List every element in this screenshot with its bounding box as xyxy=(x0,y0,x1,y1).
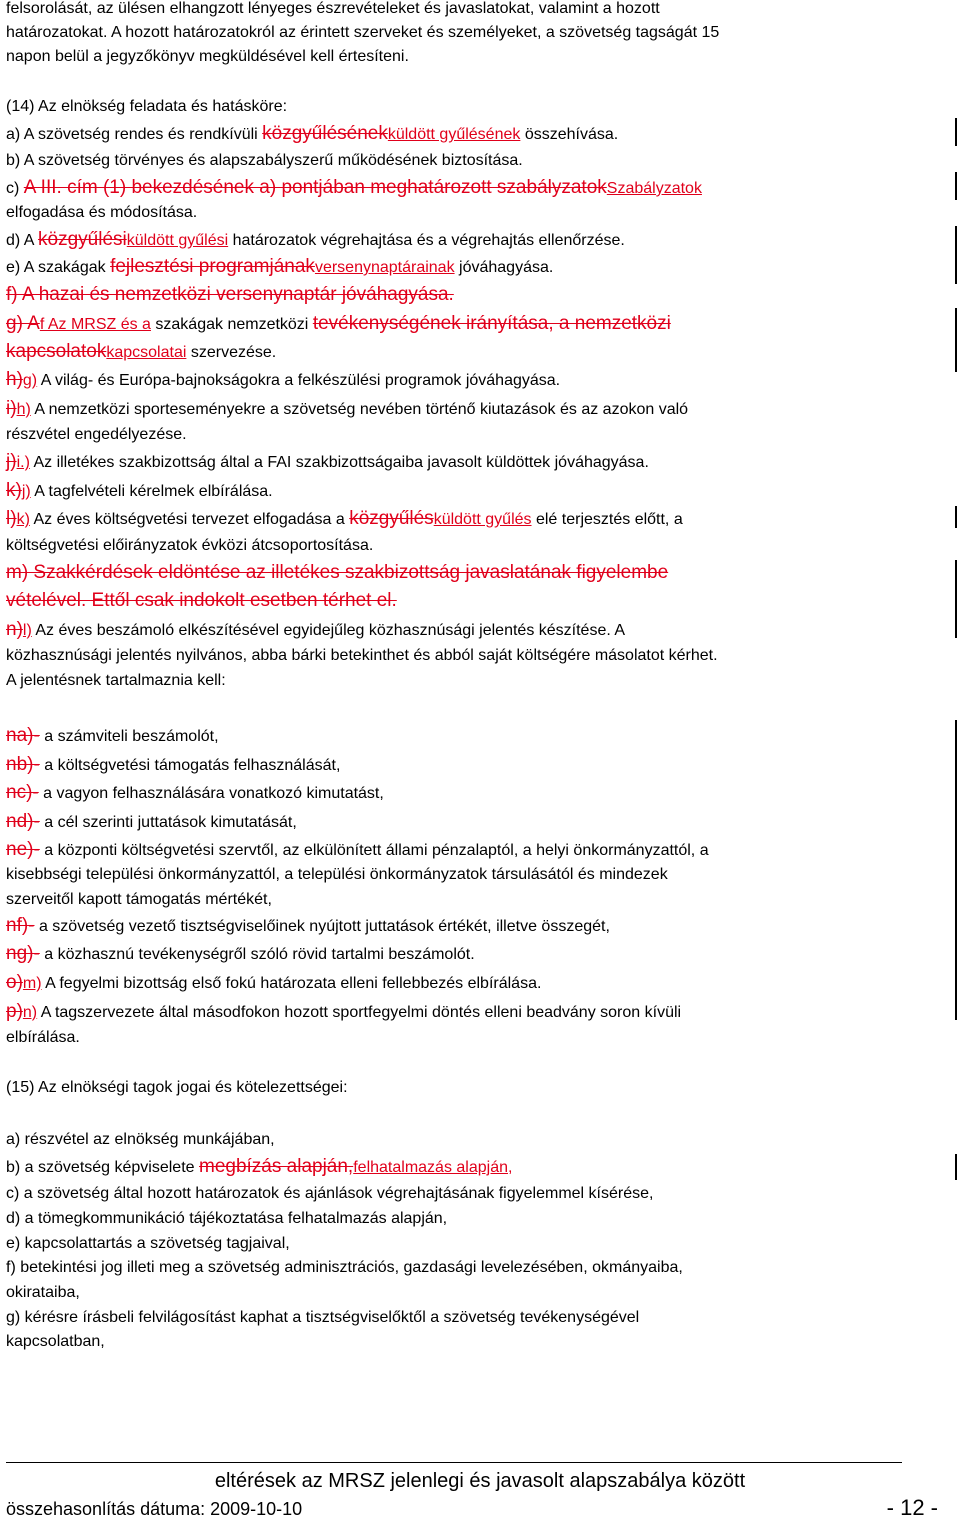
text-line xyxy=(6,123,618,146)
inserted-text: h) xyxy=(16,401,31,418)
inserted-text: küldött gyűlési xyxy=(126,232,229,249)
body-text: felsorolását, az ülésen elhangzott lényeges észrevételeket és javaslatokat, valamint a hozott xyxy=(6,0,660,17)
body-text: szervezése. xyxy=(186,344,277,361)
text-line xyxy=(6,1331,105,1353)
change-bar xyxy=(955,172,957,200)
body-text: e) kapcsolattartás a szövetség tagjaival, xyxy=(6,1235,290,1252)
body-text: a számviteli beszámolót, xyxy=(39,728,219,745)
deleted-text: h) xyxy=(6,369,23,390)
inserted-text: g) xyxy=(22,372,38,389)
text-line xyxy=(6,1208,447,1230)
inserted-text: f Az MRSZ és a xyxy=(39,316,151,333)
change-bar xyxy=(955,720,957,1020)
body-text: d) A xyxy=(6,232,39,249)
inserted-text: küldött gyűlés xyxy=(433,511,532,528)
text-line xyxy=(6,725,219,748)
text-line xyxy=(6,864,668,886)
body-text: A világ- és Európa-bajnokságokra a felkészülési programok jóváhagyása. xyxy=(37,372,561,389)
inserted-text: m) xyxy=(22,975,42,992)
text-line xyxy=(6,313,671,336)
text-line xyxy=(6,341,276,364)
text-line xyxy=(6,1156,512,1179)
body-text: összehívása. xyxy=(520,126,619,143)
text-line xyxy=(6,1027,80,1049)
text-line xyxy=(6,1129,275,1151)
inserted-text: i.) xyxy=(16,454,30,471)
body-text: (15) Az elnökségi tagok jogai és kötelezettségei: xyxy=(6,1079,348,1096)
change-bar xyxy=(955,506,957,528)
inserted-text: felhatalmazás alapján, xyxy=(353,1159,513,1176)
deleted-text: n) xyxy=(6,619,23,640)
text-line xyxy=(6,1233,290,1255)
inserted-text: k) xyxy=(16,511,30,528)
body-text: a költségvetési támogatás felhasználását, xyxy=(39,757,341,774)
deleted-text: i) xyxy=(6,398,17,419)
text-line xyxy=(6,202,197,224)
deleted-text: kapcsolatok xyxy=(6,341,107,362)
body-text: határozatokat. A hozott határozatokról az érintett szerveket és személyeket, a szövetség tagságát 15 xyxy=(6,24,720,41)
deleted-text: fejlesztési programjának xyxy=(110,256,315,277)
body-text: (14) Az elnökség feladata és hatásköre: xyxy=(6,98,288,115)
text-line xyxy=(6,590,397,613)
text-line xyxy=(6,150,523,172)
text-line xyxy=(6,670,226,692)
text-line xyxy=(6,535,373,557)
inserted-text: küldött gyűlésének xyxy=(387,126,521,143)
body-text: A tagfelvételi kérelmek elbírálása. xyxy=(30,483,273,500)
body-text: b) a szövetség képviselete xyxy=(6,1159,199,1176)
change-bar xyxy=(955,1154,957,1180)
body-text: költségvetési előirányzatok évközi átcsoportosítása. xyxy=(6,537,374,554)
footer-title: eltérések az MRSZ jelenlegi és javasolt alapszabálya között xyxy=(214,1470,746,1492)
body-text: közhasznúsági jelentés nyilvános, abba bárki betekinthet és abból saját költségére másolatot kérhet. xyxy=(6,647,718,664)
body-text: napon belül a jegyzőkönyv megküldésével kell értesíteni. xyxy=(6,48,409,65)
deleted-text: A III. cím (1) bekezdésének a) pontjában meghatározott szabályzatok xyxy=(23,177,607,198)
deleted-text: ng)- xyxy=(6,943,40,964)
text-line xyxy=(6,46,409,68)
body-text: a cél szerinti juttatások kimutatását, xyxy=(39,814,297,831)
deleted-text: vételével. Ettől csak indokolt esetben térhet el. xyxy=(6,590,397,611)
text-line xyxy=(6,22,719,44)
text-line xyxy=(6,915,610,938)
body-text: A fegyelmi bizottság első fokú határozata elleni fellebbezés elbírálása. xyxy=(41,975,542,992)
deleted-text: közgyűlési xyxy=(38,229,127,250)
text-line xyxy=(6,229,625,252)
body-text: d) a tömegkommunikáció tájékoztatása felhatalmazás alapján, xyxy=(6,1210,448,1227)
text-line xyxy=(6,645,718,667)
inserted-text: n) xyxy=(22,1004,38,1021)
text-line xyxy=(6,451,649,474)
text-line xyxy=(6,754,340,777)
text-line xyxy=(6,889,272,911)
text-line xyxy=(6,284,454,307)
inserted-text: l) xyxy=(22,622,32,639)
deleted-text: megbízás alapján, xyxy=(199,1156,354,1177)
text-line xyxy=(6,508,683,531)
inserted-text: Szabályzatok xyxy=(606,180,702,197)
text-line xyxy=(6,369,560,392)
footer-comparison-date: összehasonlítás dátuma: 2009-10-10 xyxy=(6,1499,303,1519)
body-text: b) A szövetség törvényes és alapszabályszerű működésének biztosítása. xyxy=(6,152,523,169)
body-text: A jelentésnek tartalmaznia kell: xyxy=(6,672,226,689)
change-bar xyxy=(955,616,957,638)
deleted-text: nd)- xyxy=(6,811,40,832)
inserted-text: j) xyxy=(21,483,31,500)
body-text: szerveitől kapott támogatás mértékét, xyxy=(6,891,272,908)
body-text: c) xyxy=(6,180,24,197)
deleted-text: j) xyxy=(6,451,17,472)
deleted-text: o) xyxy=(6,972,23,993)
body-text: jóváhagyása. xyxy=(454,259,554,276)
body-text: A tagszervezete által másodfokon hozott sportfegyelmi döntés elleni beadvány soron kívüli xyxy=(37,1004,682,1021)
body-text: elfogadása és módosítása. xyxy=(6,204,198,221)
deleted-text: nb)- xyxy=(6,754,40,775)
body-text: Az illetékes szakbizottság által a FAI szakbizottságaiba javasolt küldöttek jóváhagyása. xyxy=(29,454,649,471)
deleted-text: tevékenységének irányítása, a nemzetközi xyxy=(312,313,671,334)
body-text: f) betekintési jog illeti meg a szövetség adminisztrációs, gazdasági levelezésében, okmányaiba, xyxy=(6,1259,683,1276)
deleted-text: közgyűlés xyxy=(349,508,434,529)
change-bar xyxy=(955,560,957,616)
text-line xyxy=(6,1183,653,1205)
body-text: a) részvétel az elnökség munkájában, xyxy=(6,1131,275,1148)
body-text: a vagyon felhasználására vonatkozó kimutatást, xyxy=(38,785,384,802)
text-line xyxy=(6,972,541,995)
text-line xyxy=(6,0,660,20)
body-text: Az éves költségvetési tervezet elfogadása a xyxy=(29,511,350,528)
body-text: okirataiba, xyxy=(6,1284,80,1301)
deleted-text: na)- xyxy=(6,725,40,746)
deleted-text: közgyűlésének xyxy=(262,123,388,144)
inserted-text: kapcsolatai xyxy=(106,344,187,361)
text-line xyxy=(6,480,273,503)
deleted-text: nc)- xyxy=(6,782,39,803)
body-text: Az éves beszámoló elkészítésével egyidejűleg közhasznúsági jelentés készítése. A xyxy=(31,622,626,639)
text-line xyxy=(6,562,668,585)
text-line xyxy=(6,1307,639,1329)
body-text: a központi költségvetési szervtől, az elkülönített állami pénzalaptól, a helyi önkormányzattól, a xyxy=(39,842,709,859)
body-text: a) A szövetség rendes és rendkívüli xyxy=(6,126,263,143)
body-text: elbírálása. xyxy=(6,1029,80,1046)
text-line xyxy=(6,1001,681,1024)
body-text: szakágak nemzetközi xyxy=(150,316,313,333)
body-text: határozatok végrehajtása és a végrehajtás ellenőrzése. xyxy=(228,232,625,249)
body-text: c) a szövetség által hozott határozatok és ajánlások végrehajtásának figyelemmel kísérése, xyxy=(6,1185,654,1202)
footer-divider xyxy=(6,1462,902,1463)
deleted-text: k) xyxy=(6,480,22,501)
text-line xyxy=(6,782,384,805)
body-text: részvétel engedélyezése. xyxy=(6,426,187,443)
deleted-text: ne)- xyxy=(6,839,40,860)
change-bar xyxy=(955,226,957,284)
deleted-text: m) Szakkérdések eldöntése az illetékes szakbizottság javaslatának figyelembe xyxy=(6,562,669,583)
text-line xyxy=(6,839,709,862)
body-text: kapcsolatban, xyxy=(6,1333,105,1350)
deleted-text: f) A hazai és nemzetközi versenynaptár jóváhagyása. xyxy=(6,284,454,305)
text-line xyxy=(6,943,475,966)
deleted-text: l) xyxy=(6,508,17,529)
inserted-text: versenynaptárainak xyxy=(314,259,455,276)
body-text: e) A szakágak xyxy=(6,259,111,276)
text-line xyxy=(6,1282,80,1304)
text-line xyxy=(6,398,688,421)
text-line xyxy=(6,1077,348,1099)
text-line xyxy=(6,1257,683,1279)
change-bar xyxy=(955,308,957,372)
text-line xyxy=(6,424,187,446)
text-line xyxy=(6,619,625,642)
text-line xyxy=(6,177,702,200)
page-number: - 12 - xyxy=(886,1495,938,1520)
body-text: a szövetség vezető tisztségviselőinek nyújtott juttatások értékét, illetve összegét, xyxy=(34,918,610,935)
body-text: kisebbségi települési önkormányzattól, a települési önkormányzatok társulásától és mindezek xyxy=(6,866,668,883)
text-line xyxy=(6,256,553,279)
deleted-text: nf)- xyxy=(6,915,35,936)
body-text: g) kérésre írásbeli felvilágosítást kaphat a tisztségviselőktől a szövetség tevékenységével xyxy=(6,1309,640,1326)
text-line xyxy=(6,96,287,118)
deleted-text: p) xyxy=(6,1001,23,1022)
deleted-text: g) A xyxy=(6,313,40,334)
change-bar xyxy=(955,118,957,146)
body-text: A nemzetközi sporteseményekre a szövetség nevében történő kiutazások és az azokon való xyxy=(30,401,689,418)
text-line xyxy=(6,811,297,834)
body-text: a közhasznú tevékenységről szóló rövid tartalmi beszámolót. xyxy=(39,946,475,963)
body-text: elé terjesztés előtt, a xyxy=(531,511,683,528)
